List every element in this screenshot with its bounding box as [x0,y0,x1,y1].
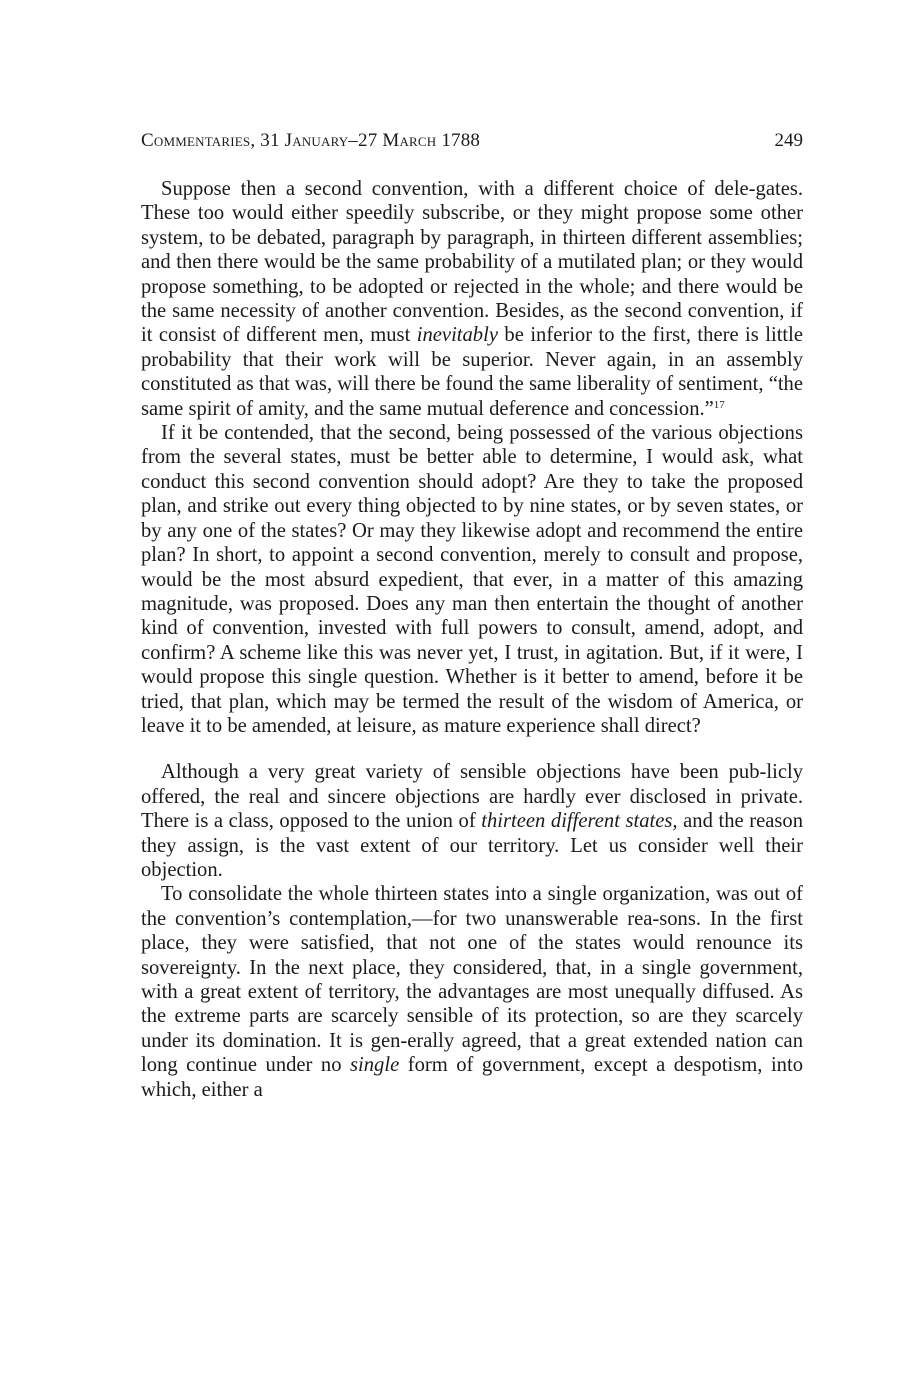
paragraph-second-convention [141,177,803,421]
paragraph-text: and the reason they assign, is the vast extent of our territory. Let us consider well their objection. [141,810,803,881]
running-head [141,127,803,155]
footnote-reference: 17 [713,398,725,411]
paragraph-objections [141,760,803,882]
paragraph-text: form of government, except a despotism, into which, either a [141,1054,803,1101]
paragraph-consolidate [141,882,803,1102]
section-break [141,738,803,760]
page-number: 249 [774,130,803,151]
paragraph-text: Suppose then a second convention, with a different choice of dele-gates. These too would either speedily subscribe, or they might propose some other system, to be debated, paragraph by paragraph, in thirteen different assemblies; and then there would be the same probability of a mutilated plan; or they would propose something, to be adopted or rejected in the whole; and there would be the same necessity of another convention. Besides, as the second convention, if it consist of different men, must [141,178,803,347]
paragraph-contended: If it be contended, that the second, being possessed of the various objections from the several states, must be better able to determine, I would ask, what conduct this second convention should adopt? Are they to take the proposed plan, and strike out every thing objected to by nine states, or by seven states, or by any one of the states? Or may they likewise adopt and recommend the entire plan? In short, to appoint a second convention, merely to consult and propose, would be the most absurd expedient, that ever, in a matter of this amazing magnitude, was proposed. Does any man then entertain the thought of another kind of convention, invested with full powers to consult, amend, adopt, and confirm? A scheme like this was never yet, I trust, in agitation. But, if it were, I would propose this single question. Whether is it better to amend, before it be tried, that plan, which may be termed the result of the wisdom of America, or leave it to be amended, at leisure, as mature experience shall direct? [141,422,803,737]
paragraph-text: be inferior to the first, there is little probability that their work will be superior. Never again, in an assembly constituted as that was, will there be found the same liberality of sentiment, “the same spirit of amity, and the same mutual deference and concession.” [141,324,803,420]
paragraph-text: Although a very great variety of sensible objections have been pub-licly offered, the real and sincere objections are hardly ever disclosed in private. There is a class, opposed to the union of [141,761,803,833]
emphasis-single: single [350,1054,400,1077]
document-page [141,127,803,1102]
paragraph-text: To consolidate the whole thirteen states into a single organization, was out of the convention’s contemplation,—for two unanswerable rea-sons. In the first place, they were satisfied, that not one of the states would renounce its sovereignty. In the next place, they considered, that, in a single government, with a great extent of territory, the advantages are most unequally diffused. As the extreme parts are scarcely sensible of its protection, so are they scarcely under its domination. It is gen-erally agreed, that a great extended nation can long continue under no [141,883,803,1077]
emphasis-inevitably: inevitably [416,324,498,347]
emphasis-thirteen-states: thirteen different states, [481,810,678,833]
running-title: Commentaries, 31 January–27 March 1788 [141,130,481,151]
